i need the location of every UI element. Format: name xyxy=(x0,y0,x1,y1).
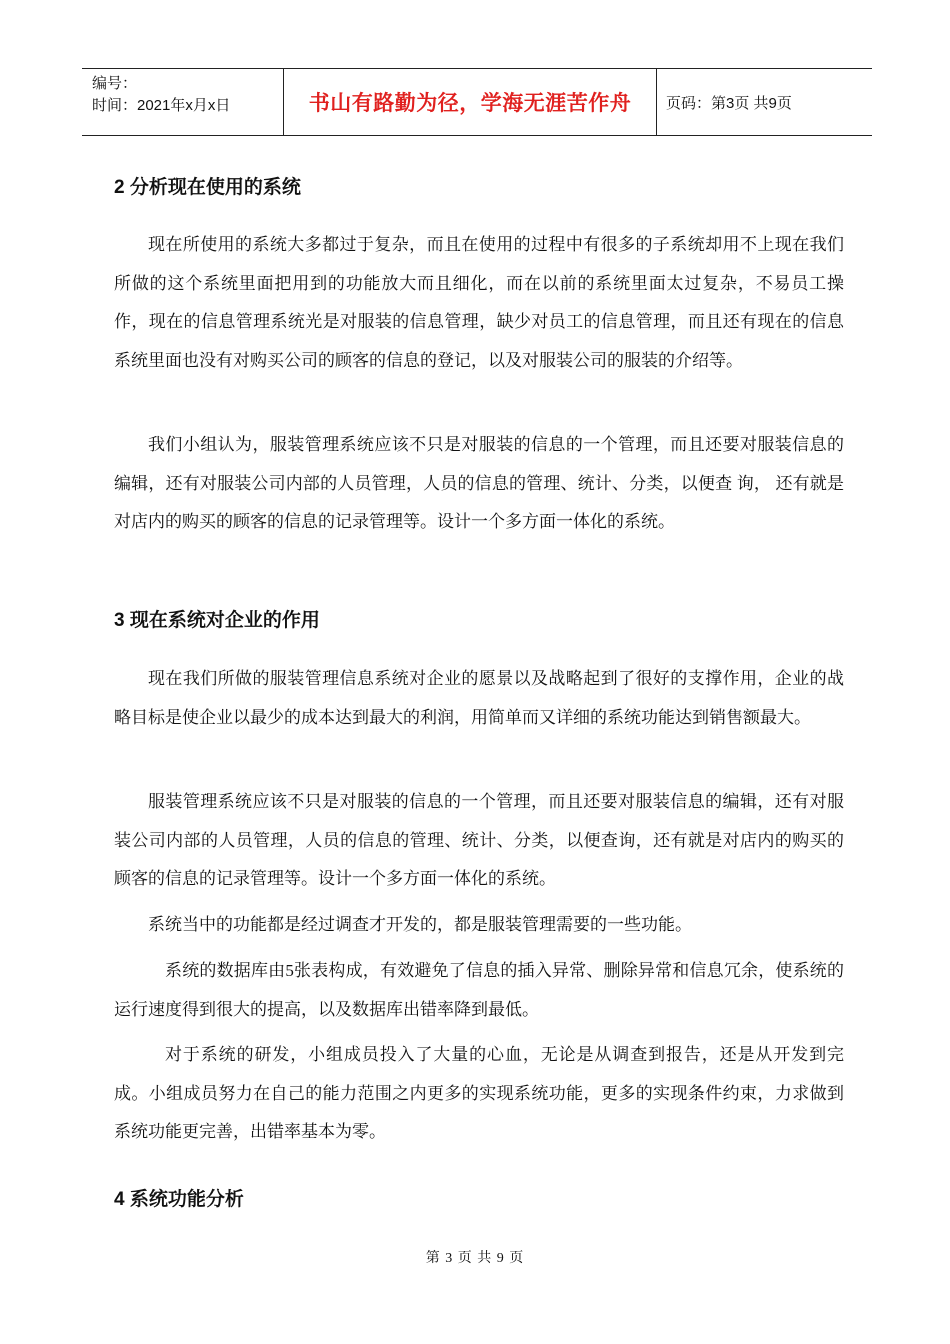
header-motto: 书山有路勤为径，学海无涯苦作舟 xyxy=(284,69,657,135)
page-header xyxy=(82,68,872,136)
section-title: 3 现在系统对企业的作用 xyxy=(114,610,320,631)
paragraph: 我们小组认为，服装管理系统应该不只是对服装的信息的一个管理，而且还要对服装信息的编辑，还有对服装公司内部的人员管理，人员的信息的管理、统计、分类，以便查 询， 还有就是对店内的购买的顾客的信息的记录管理等。设计一个多方面一体化的系统。 xyxy=(114,435,844,531)
paragraph: 现在我们所做的服装管理信息系统对企业的愿景以及战略起到了很好的支撑作用，企业的战略目标是使企业以最少的成本达到最大的利润，用简单而又详细的系统功能达到销售额最大。 xyxy=(114,669,844,727)
paragraph: 服装管理系统应该不只是对服装的信息的一个管理，而且还要对服装信息的编辑，还有对服装公司内部的人员管理，人员的信息的管理、统计、分类，以便查询，还有就是对店内的购买的顾客的信息的记录管理等。设计一个多方面一体化的系统。 xyxy=(114,792,844,888)
paragraph: 系统当中的功能都是经过调查才开发的，都是服装管理需要的一些功能。 xyxy=(148,915,692,934)
header-page-info: 页码：第3页 共9页 xyxy=(666,94,792,112)
section-title: 4 系统功能分析 xyxy=(114,1189,244,1210)
page-footer: 第 3 页 共 9 页 xyxy=(425,1251,525,1266)
paragraph: 现在所使用的系统大多都过于复杂，而且在使用的过程中有很多的子系统却用不上现在我们所做的这个系统里面把用到的功能放大而且细化，而在以前的系统里面太过复杂，不易员工操作，现在的信息管理系统光是对服装的信息管理，缺少对员工的信息管理，而且还有现在的信息系统里面也没有对购买公司的顾客的信息的登记，以及对服装公司的服装的介绍等。 xyxy=(114,235,844,370)
paragraph: 对于系统的研发，小组成员投入了大量的心血，无论是从调查到报告，还是从开发到完成。小组成员努力在自己的能力范围之内更多的实现系统功能，更多的实现条件约束，力求做到系统功能更完善，出错率基本为零。 xyxy=(114,1045,844,1141)
header-meta xyxy=(82,69,284,135)
header-number-label: 编号： xyxy=(92,75,138,92)
section-title: 2 分析现在使用的系统 xyxy=(114,177,301,198)
paragraph: 系统的数据库由5张表构成，有效避免了信息的插入异常、删除异常和信息冗余，使系统的运行速度得到很大的提高，以及数据库出错率降到最低。 xyxy=(114,961,844,1019)
header-time-label: 时间：2021年x月x日 xyxy=(92,97,231,114)
